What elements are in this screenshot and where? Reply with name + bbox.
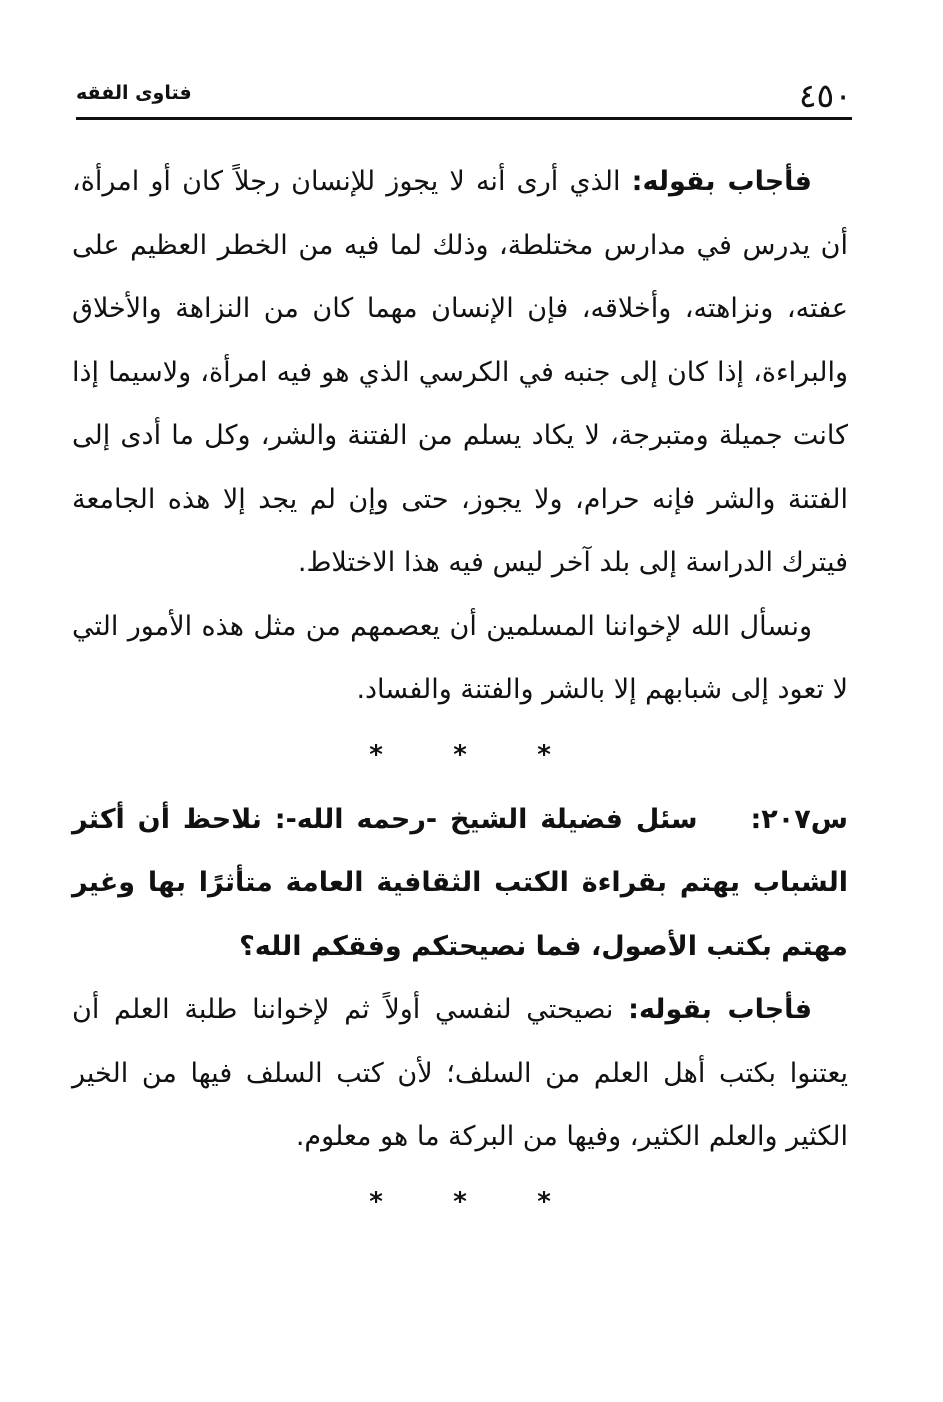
answer-continuation-paragraph xyxy=(72,595,848,722)
answer-text: الذي أرى أنه لا يجوز للإنسان رجلاً كان أو امرأة، أن يدرس في مدارس مختلطة، وذلك لما فيه من الخطر العظيم على عفته، ونزاهته، وأخلاقه، فإن الإنسان مهما كان من النزاهة والأخلاق والبراءة، إذا كان إلى جنبه في الكرسي الذي هو فيه امرأة، ولاسيما إذا كانت جميلة ومتبرجة، لا يكاد يسلم من الفتنة والشر، وكل ما أدى إلى الفتنة والشر فإنه حرام، ولا يجوز، حتى وإن لم يجد إلا هذه الجامعة فيترك الدراسة إلى بلد آخر ليس فيه هذا الاختلاط. xyxy=(72,166,848,578)
question-number: س٢٠٧: xyxy=(750,803,848,835)
header-rule xyxy=(76,117,852,120)
separator-star: * xyxy=(369,739,383,770)
answer-continuation-text: ونسأل الله لإخواننا المسلمين أن يعصمهم من مثل هذه الأمور التي لا تعود إلى شبابهم إلا بالشر والفتنة والفساد. xyxy=(72,610,848,705)
page-number: ٤٥٠ xyxy=(798,76,852,115)
question-text: سئل فضيلة الشيخ -رحمه الله-: نلاحظ أن أكثر الشباب يهتم بقراءة الكتب الثقافية العامة متأثرًا بها وغير مهتم بكتب الأصول، فما نصيحتكم وفقكم الله؟ xyxy=(72,803,848,962)
answer-text-207: نصيحتي لنفسي أولاً ثم لإخواننا طلبة العلم أن يعتنوا بكتب أهل العلم من السلف؛ لأن كتب السلف فيها من الخير الكثير والعلم الكثير، وفيها من البركة ما هو معلوم. xyxy=(72,994,848,1152)
page-content xyxy=(72,150,848,1235)
running-title: فتاوى الفقه xyxy=(76,82,192,104)
answer-lead-207: فأجاب بقوله: xyxy=(628,994,812,1025)
question-paragraph xyxy=(72,788,848,979)
answer-paragraph-207 xyxy=(72,978,848,1169)
separator-star: * xyxy=(537,1186,551,1217)
separator-star: * xyxy=(453,739,467,770)
section-separator xyxy=(72,722,848,788)
separator-star: * xyxy=(537,739,551,770)
separator-star: * xyxy=(453,1186,467,1217)
answer-lead: فأجاب بقوله: xyxy=(631,166,812,197)
page-header xyxy=(76,70,852,120)
separator-star: * xyxy=(369,1186,383,1217)
section-separator-bottom xyxy=(72,1169,848,1235)
answer-paragraph xyxy=(72,150,848,595)
